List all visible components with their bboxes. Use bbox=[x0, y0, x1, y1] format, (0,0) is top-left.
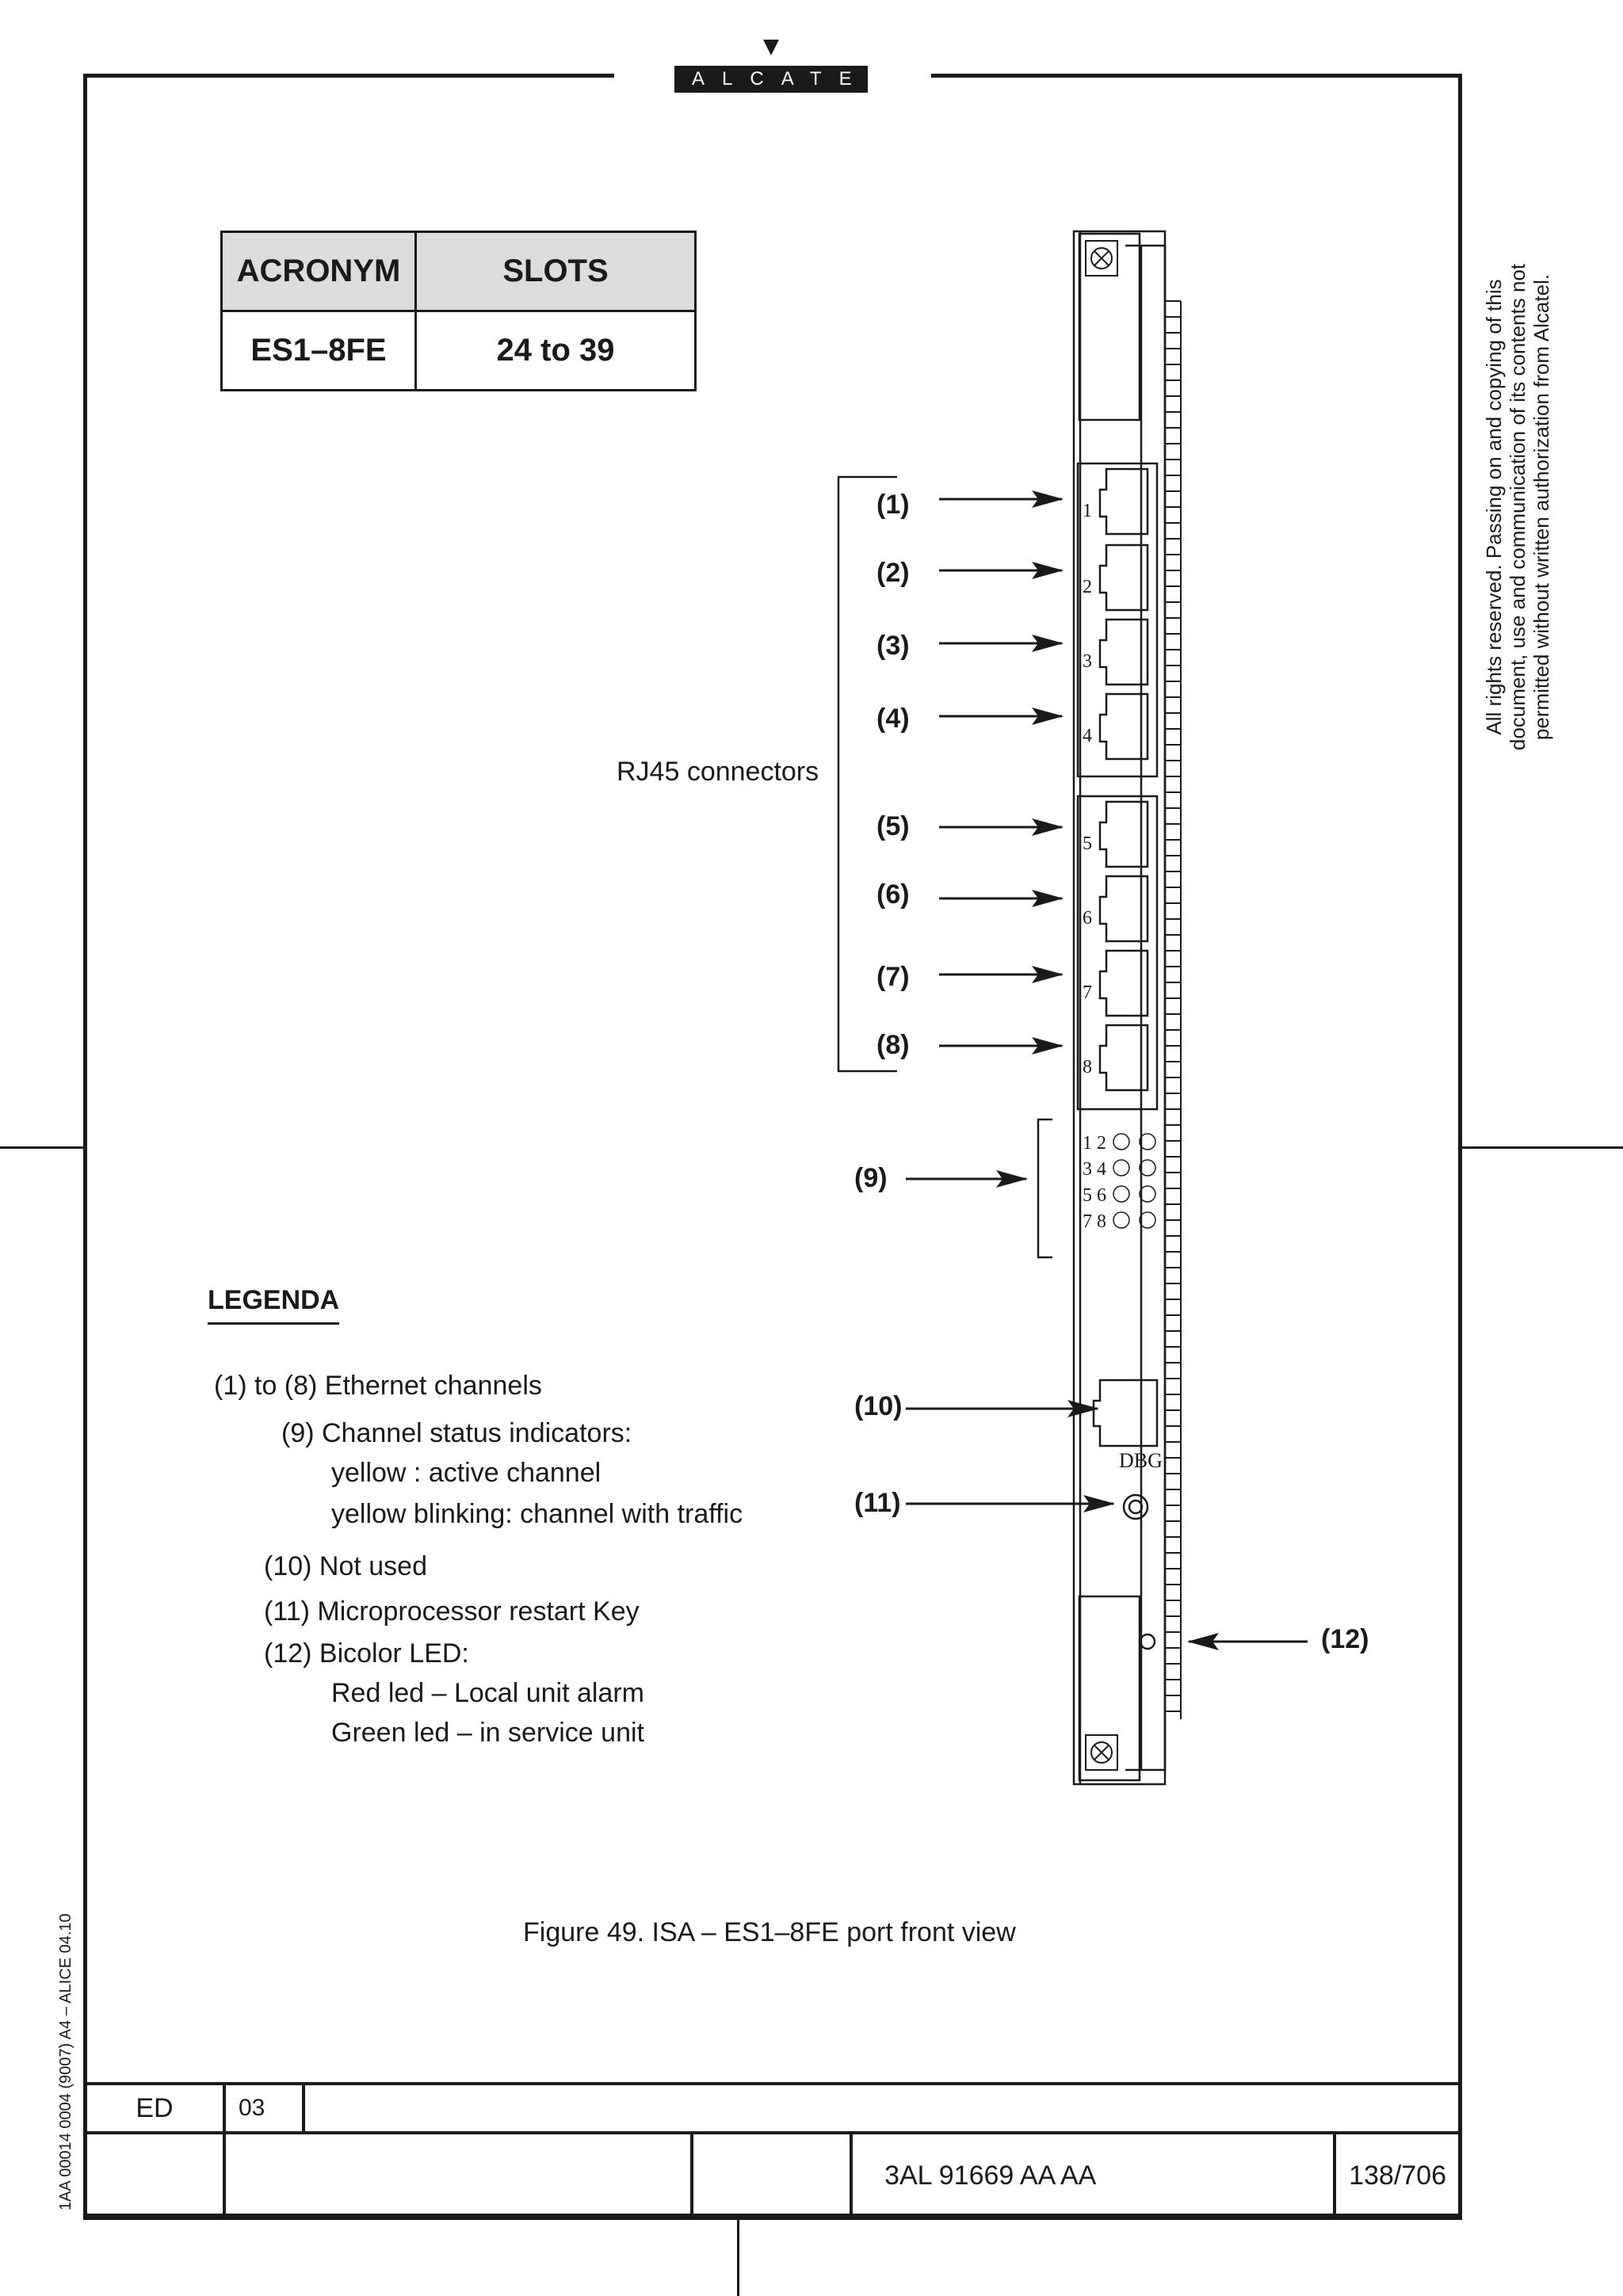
port-number: 1 bbox=[1083, 501, 1092, 521]
callout-label: (4) bbox=[876, 704, 910, 734]
status-led-icon bbox=[1113, 1212, 1129, 1228]
acronym-value: ES1–8FE bbox=[222, 311, 416, 391]
legend-line: Green led – in service unit bbox=[331, 1718, 644, 1748]
callout-label: (2) bbox=[876, 558, 910, 588]
callout-label: (10) bbox=[854, 1391, 903, 1421]
copyright-note: All rights reserved. Passing on and copying of this document, use and communication of its contents not permitted without written authorization from Alcatel. bbox=[1482, 263, 1553, 751]
led-channel-label: 5 6 bbox=[1083, 1185, 1106, 1206]
footer-blank bbox=[304, 2084, 1461, 2133]
dbg-label: DBG bbox=[1119, 1449, 1163, 1472]
legend-line: (9) Channel status indicators: bbox=[281, 1418, 632, 1448]
callout-label: (12) bbox=[1321, 1624, 1369, 1654]
port-number: 4 bbox=[1083, 726, 1092, 746]
port-number: 8 bbox=[1083, 1057, 1092, 1077]
document-code: 3AL 91669 AA AA bbox=[851, 2133, 1335, 2218]
figure-caption: Figure 49. ISA – ES1–8FE port front view bbox=[523, 1917, 1016, 1947]
callout-label: (9) bbox=[854, 1163, 888, 1193]
ed-label: ED bbox=[85, 2084, 224, 2133]
port-number: 3 bbox=[1083, 651, 1092, 672]
legend-line: (11) Microprocessor restart Key bbox=[264, 1596, 640, 1627]
restart-key-icon bbox=[1124, 1495, 1148, 1519]
callout-label: (7) bbox=[876, 962, 910, 992]
slots-header: SLOTS bbox=[416, 232, 696, 311]
rj45-connectors-label: RJ45 connectors bbox=[617, 757, 819, 787]
callout-label: (5) bbox=[876, 811, 910, 841]
acronym-header: ACRONYM bbox=[222, 232, 416, 311]
footer-table bbox=[83, 2082, 1462, 2220]
legend-line: (10) Not used bbox=[264, 1551, 427, 1581]
port-number: 2 bbox=[1083, 577, 1092, 597]
port-number: 5 bbox=[1083, 833, 1092, 854]
led-channel-label: 1 2 bbox=[1083, 1133, 1106, 1154]
callout-label: (8) bbox=[876, 1030, 910, 1060]
ed-value: 03 bbox=[224, 2084, 304, 2133]
led-channel-label: 3 4 bbox=[1083, 1159, 1106, 1180]
bottom-screw-icon bbox=[1086, 1735, 1117, 1770]
led-channel-label: 7 8 bbox=[1083, 1211, 1106, 1232]
legend-line: yellow : active channel bbox=[331, 1458, 601, 1488]
callout-label: (6) bbox=[876, 879, 910, 910]
status-led-icon bbox=[1113, 1134, 1129, 1150]
page-number: 138/706 bbox=[1335, 2133, 1461, 2218]
footer-cell bbox=[692, 2133, 851, 2218]
dbg-port-icon bbox=[1094, 1380, 1157, 1446]
callout-label: (11) bbox=[854, 1488, 901, 1518]
bicolor-led-icon bbox=[1140, 1634, 1155, 1649]
form-code: 1AA 00014 0004 (9007) A4 – ALICE 04.10 bbox=[57, 1913, 74, 2210]
port-number: 7 bbox=[1083, 982, 1092, 1003]
slots-value: 24 to 39 bbox=[416, 311, 696, 391]
legend-title: LEGENDA bbox=[208, 1285, 339, 1325]
port-number: 6 bbox=[1083, 908, 1092, 929]
led-bracket bbox=[1038, 1119, 1052, 1257]
footer-cell bbox=[85, 2133, 224, 2218]
status-led-icon bbox=[1113, 1160, 1129, 1176]
top-screw-icon bbox=[1086, 241, 1117, 276]
legend-line: Red led – Local unit alarm bbox=[331, 1678, 645, 1708]
board-edge-teeth bbox=[1165, 301, 1181, 1719]
legend-line: yellow blinking: channel with traffic bbox=[331, 1499, 743, 1529]
callout-label: (3) bbox=[876, 631, 910, 661]
callout-label: (1) bbox=[876, 490, 910, 520]
legend-line: (1) to (8) Ethernet channels bbox=[214, 1371, 542, 1401]
legend-line: (12) Bicolor LED: bbox=[264, 1638, 469, 1669]
alcatel-logo: ALCATEL bbox=[674, 66, 868, 93]
footer-cell bbox=[224, 2133, 692, 2218]
status-led-icon bbox=[1113, 1186, 1129, 1202]
